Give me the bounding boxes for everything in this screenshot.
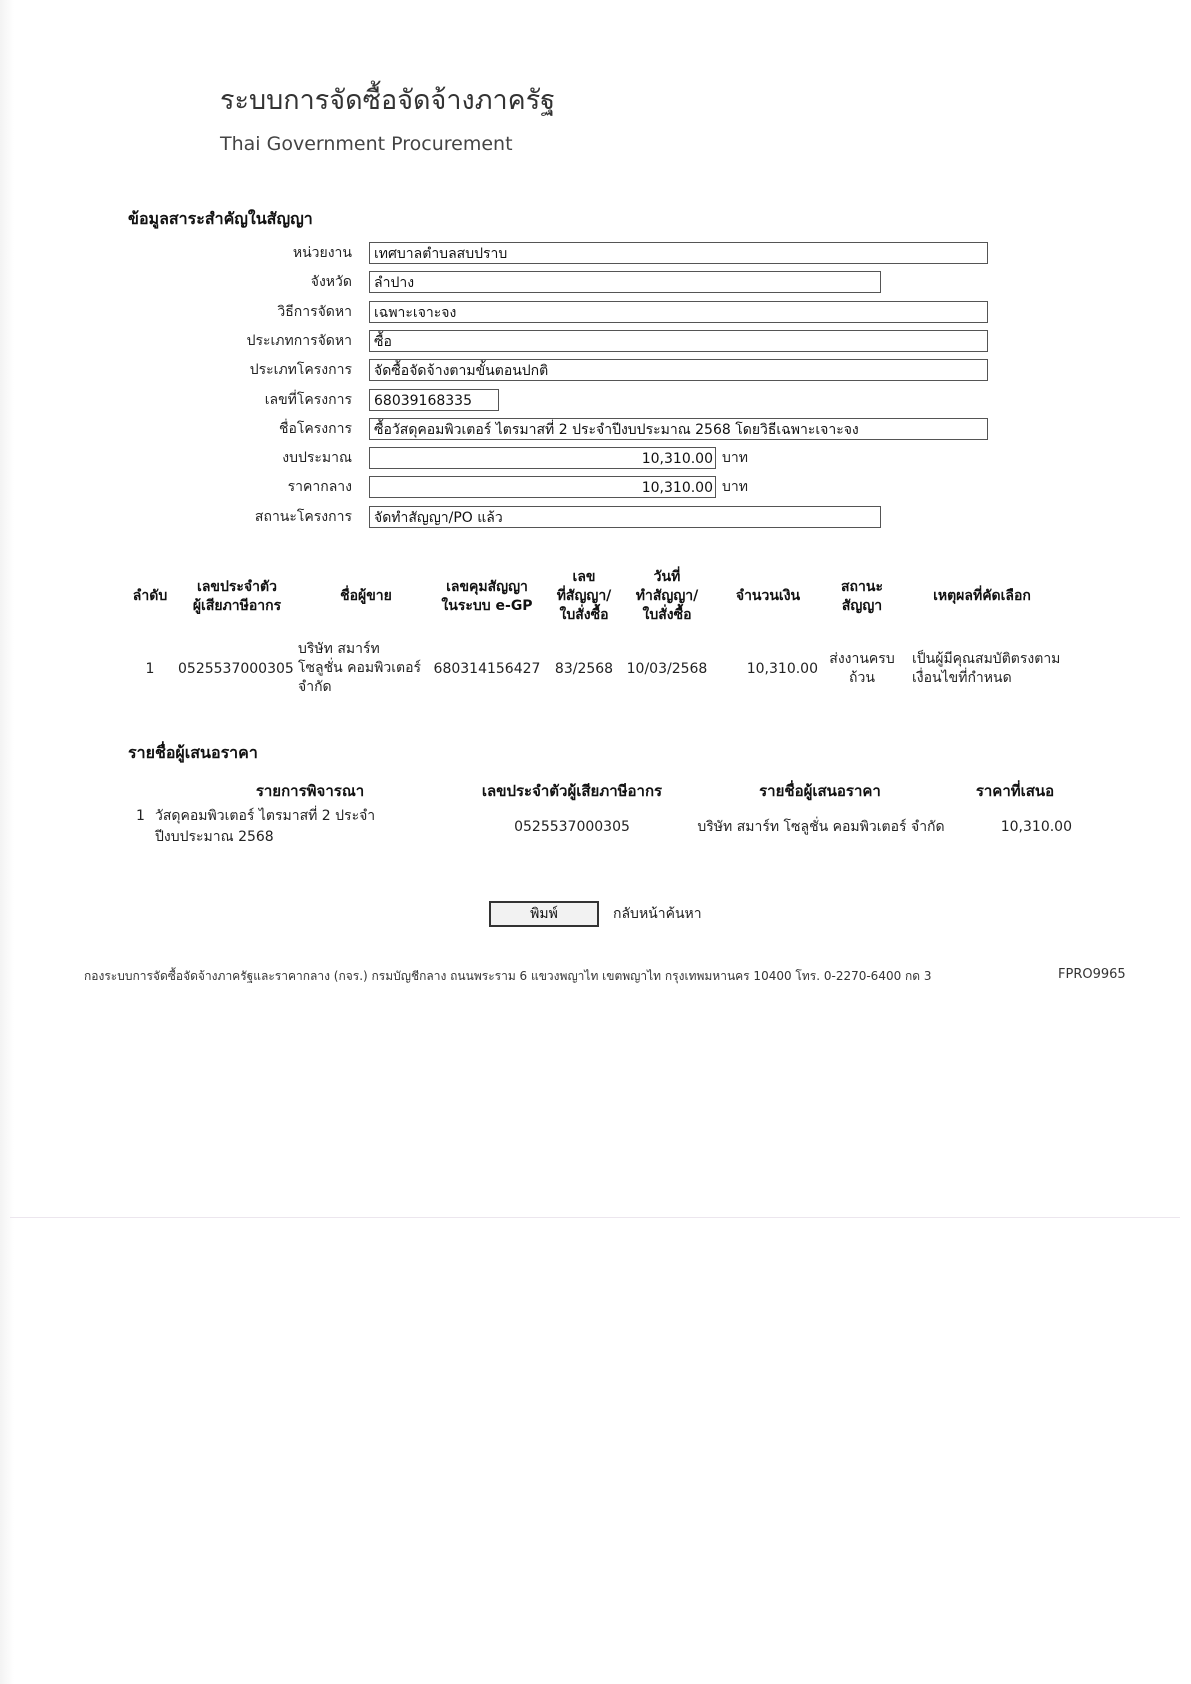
bidder-item-line2: ปีงบประมาณ 2568 — [155, 829, 274, 845]
col-amount-header — [718, 587, 818, 606]
median-price-unit: บาท — [722, 479, 748, 495]
bidder-col-price-header: ราคาที่เสนอ — [975, 782, 1055, 800]
field-procurement-type — [0, 329, 352, 353]
system-subtitle: Thai Government Procurement — [220, 133, 513, 155]
col-date-header-line2: ทำสัญญา/ — [635, 588, 699, 604]
field-project-status-label: สถานะโครงการ — [254, 509, 352, 525]
bidder-price: 10,310.00 — [1000, 819, 1072, 835]
row-vendor-line3: จำกัด — [298, 679, 332, 695]
row-reason-line2: เงื่อนไขที่กำหนด — [912, 670, 1012, 686]
row-status-line2: ถ้วน — [849, 670, 875, 686]
col-contract-no-header — [546, 568, 622, 625]
col-egp-header-line2: ในระบบ e-GP — [441, 598, 533, 614]
bidder-col-taxid-header: เลขประจำตัวผู้เสียภาษีอากร — [481, 782, 663, 800]
row-vendor-line1: บริษัท สมาร์ท — [298, 641, 380, 657]
col-status-header — [822, 578, 902, 616]
field-project-type — [0, 358, 352, 382]
bidder-tax-id: 0525537000305 — [514, 819, 630, 835]
field-budget — [0, 446, 352, 470]
row-reason-line1: เป็นผู้มีคุณสมบัติตรงตาม — [912, 651, 1061, 667]
field-method-label: วิธีการจัดหา — [277, 304, 352, 320]
field-agency — [0, 241, 352, 265]
province-input[interactable]: ลำปาง — [369, 271, 881, 293]
row-vendor-line2: โซลูชั่น คอมพิวเตอร์ — [298, 660, 422, 676]
median-price-input[interactable]: 10,310.00 — [369, 476, 716, 498]
col-vendor-header — [300, 587, 432, 606]
row-reason — [912, 650, 1080, 688]
col-status-header-line1: สถานะ — [841, 579, 883, 595]
footer-page-code: FPRO9965 — [1058, 967, 1126, 982]
row-tax-id: 0525537000305 — [178, 661, 294, 677]
row-seq: 1 — [145, 661, 155, 677]
col-vendor-header-text: ชื่อผู้ขาย — [340, 588, 392, 604]
field-project-number-label: เลขที่โครงการ — [264, 392, 352, 408]
col-egp-header-line1: เลขคุมสัญญา — [446, 579, 528, 595]
row-status — [822, 650, 902, 688]
col-seq-header — [126, 587, 174, 606]
col-taxid-header-line2: ผู้เสียภาษีอากร — [192, 598, 282, 614]
col-egp-header — [432, 578, 542, 616]
field-project-name — [0, 417, 352, 441]
system-title: ระบบการจัดซื้อจัดจ้างภาครัฐ — [220, 85, 556, 116]
col-date-header-line3: ใบสั่งซื้อ — [642, 607, 692, 623]
scan-divider-line — [10, 1217, 1180, 1218]
col-taxid-header-line1: เลขประจำตัว — [197, 579, 277, 595]
bidder-col-name-header: รายชื่อผู้เสนอราคา — [759, 782, 881, 800]
row-vendor — [298, 640, 432, 697]
budget-unit: บาท — [722, 450, 748, 466]
project-number-input[interactable]: 68039168335 — [369, 389, 499, 411]
bidder-item — [155, 806, 445, 848]
project-type-input[interactable]: จัดซื้อจัดจ้างตามขั้นตอนปกติ — [369, 359, 988, 381]
field-province-label: จังหวัด — [310, 274, 352, 290]
bidders-heading: รายชื่อผู้เสนอราคา — [128, 743, 258, 762]
footer-address: กองระบบการจัดซื้อจัดจ้างภาครัฐและราคากลาง (กจร.) กรมบัญชีกลาง ถนนพระราม 6 แขวงพญาไท เขตพญาไท กรุงเทพมหานคร 10400 โทร. 0-2270-6400 กด 3 — [84, 969, 932, 983]
field-project-type-label: ประเภทโครงการ — [249, 362, 352, 378]
field-project-status — [0, 505, 352, 529]
field-method — [0, 300, 352, 324]
bidder-col-item-header: รายการพิจารณา — [255, 782, 365, 800]
col-reason-header — [908, 587, 1056, 606]
procurement-type-input[interactable]: ซื้อ — [369, 330, 988, 352]
bidder-item-line1: วัสดุคอมพิวเตอร์ ไตรมาสที่ 2 ประจำ — [155, 808, 376, 824]
col-date-header — [624, 568, 710, 625]
field-procurement-type-label: ประเภทการจัดหา — [246, 333, 352, 349]
col-contract-no-header-line2: ที่สัญญา/ — [556, 588, 612, 604]
col-seq-header-text: ลำดับ — [132, 588, 168, 604]
agency-input[interactable]: เทศบาลตำบลสบปราบ — [369, 242, 988, 264]
budget-input[interactable]: 10,310.00 — [369, 447, 716, 469]
project-name-input[interactable]: ซื้อวัสดุคอมพิวเตอร์ ไตรมาสที่ 2 ประจำปีงบประมาณ 2568 โดยวิธีเฉพาะเจาะจง — [369, 418, 988, 440]
field-project-number — [0, 388, 352, 412]
field-budget-label: งบประมาณ — [282, 450, 352, 466]
row-contract-date: 10/03/2568 — [626, 661, 708, 677]
col-contract-no-header-line1: เลข — [572, 569, 596, 585]
contract-info-heading: ข้อมูลสาระสำคัญในสัญญา — [128, 209, 313, 228]
method-input[interactable]: เฉพาะเจาะจง — [369, 301, 988, 323]
col-contract-no-header-line3: ใบสั่งซื้อ — [559, 607, 609, 623]
row-egp-no: 680314156427 — [433, 661, 541, 677]
col-date-header-line1: วันที่ — [653, 569, 681, 585]
print-button[interactable]: พิมพ์ — [489, 901, 599, 927]
row-amount: 10,310.00 — [746, 661, 818, 677]
project-status-input[interactable]: จัดทำสัญญา/PO แล้ว — [369, 506, 881, 528]
field-agency-label: หน่วยงาน — [292, 245, 352, 261]
field-project-name-label: ชื่อโครงการ — [278, 421, 352, 437]
back-to-search-link[interactable]: กลับหน้าค้นหา — [613, 906, 702, 922]
row-status-line1: ส่งงานครบ — [829, 651, 895, 667]
col-taxid-header — [174, 578, 300, 616]
col-reason-header-text: เหตุผลที่คัดเลือก — [933, 588, 1031, 604]
bidder-seq: 1 — [136, 808, 145, 824]
bidder-name: บริษัท สมาร์ท โซลูชั่น คอมพิวเตอร์ จำกัด — [697, 819, 945, 835]
field-median-price-label: ราคากลาง — [287, 479, 352, 495]
field-province — [0, 270, 352, 294]
field-median-price — [0, 475, 352, 499]
row-contract-no: 83/2568 — [554, 661, 614, 677]
col-status-header-line2: สัญญา — [841, 598, 883, 614]
col-amount-header-text: จำนวนเงิน — [735, 588, 801, 604]
